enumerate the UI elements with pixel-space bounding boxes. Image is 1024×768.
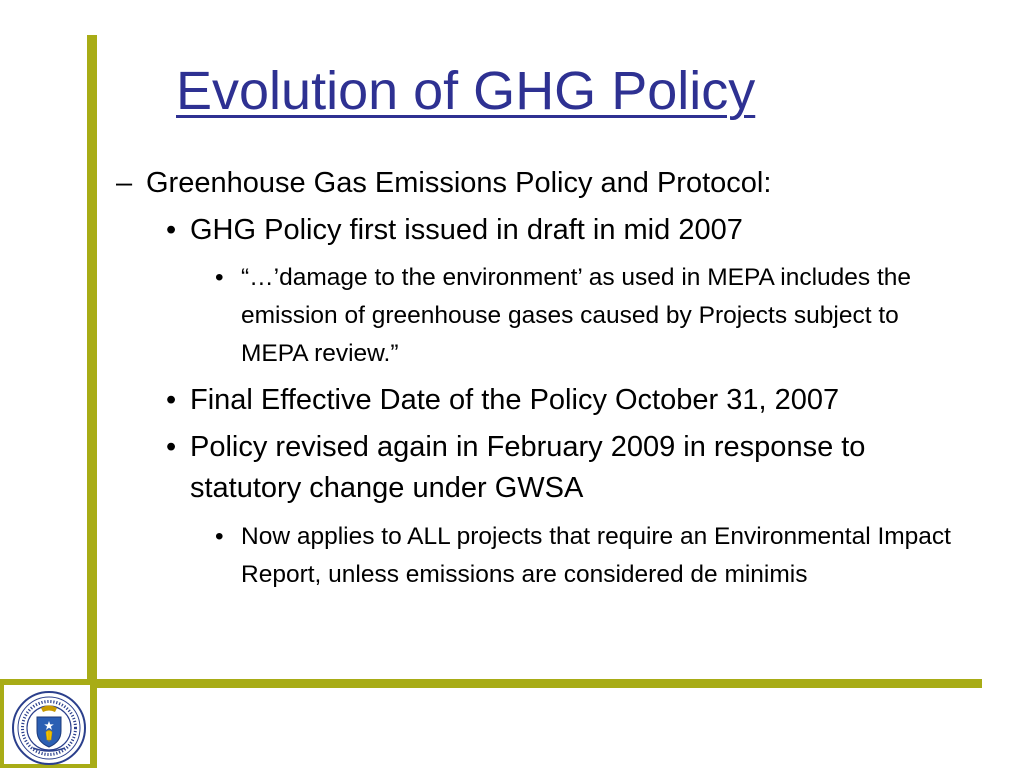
seal-frame [0,685,94,768]
bullet-marker: • [166,214,177,246]
bullet-text: Policy revised again in February 2009 in response to statutory change under GWSA [190,431,866,504]
bullet-marker: • [215,264,224,291]
bullet-marker: • [166,384,177,416]
massachusetts-seal-icon [11,690,87,766]
bullet-text: Greenhouse Gas Emissions Policy and Protocol: [146,167,772,199]
bullet-text: Final Effective Date of the Policy October 31, 2007 [190,384,840,416]
bullet-effective-date [166,380,970,421]
accent-vertical-bar [87,35,97,768]
bullet-greenhouse-gas-policy [116,166,772,200]
bullet-text: Now applies to ALL projects that require an Environmental Impact Report, unless emissions are considered de minimis [241,523,951,588]
bullet-marker: • [166,431,177,463]
slide-title: Evolution of GHG Policy [176,61,756,121]
bullet-text: “…’damage to the environment’ as used in MEPA includes the emission of greenhouse gases caused by Projects subject to MEPA review.” [241,264,912,367]
bullet-policy-revised [166,427,970,509]
dash-marker: – [116,167,133,199]
accent-horizontal-bar [0,679,982,688]
bullet-marker: • [215,523,224,550]
bullet-damage-quote [215,259,971,373]
bullet-applies-to-all [215,518,971,594]
bullet-first-issued [166,210,970,251]
bullet-text: GHG Policy first issued in draft in mid 2007 [190,214,743,246]
